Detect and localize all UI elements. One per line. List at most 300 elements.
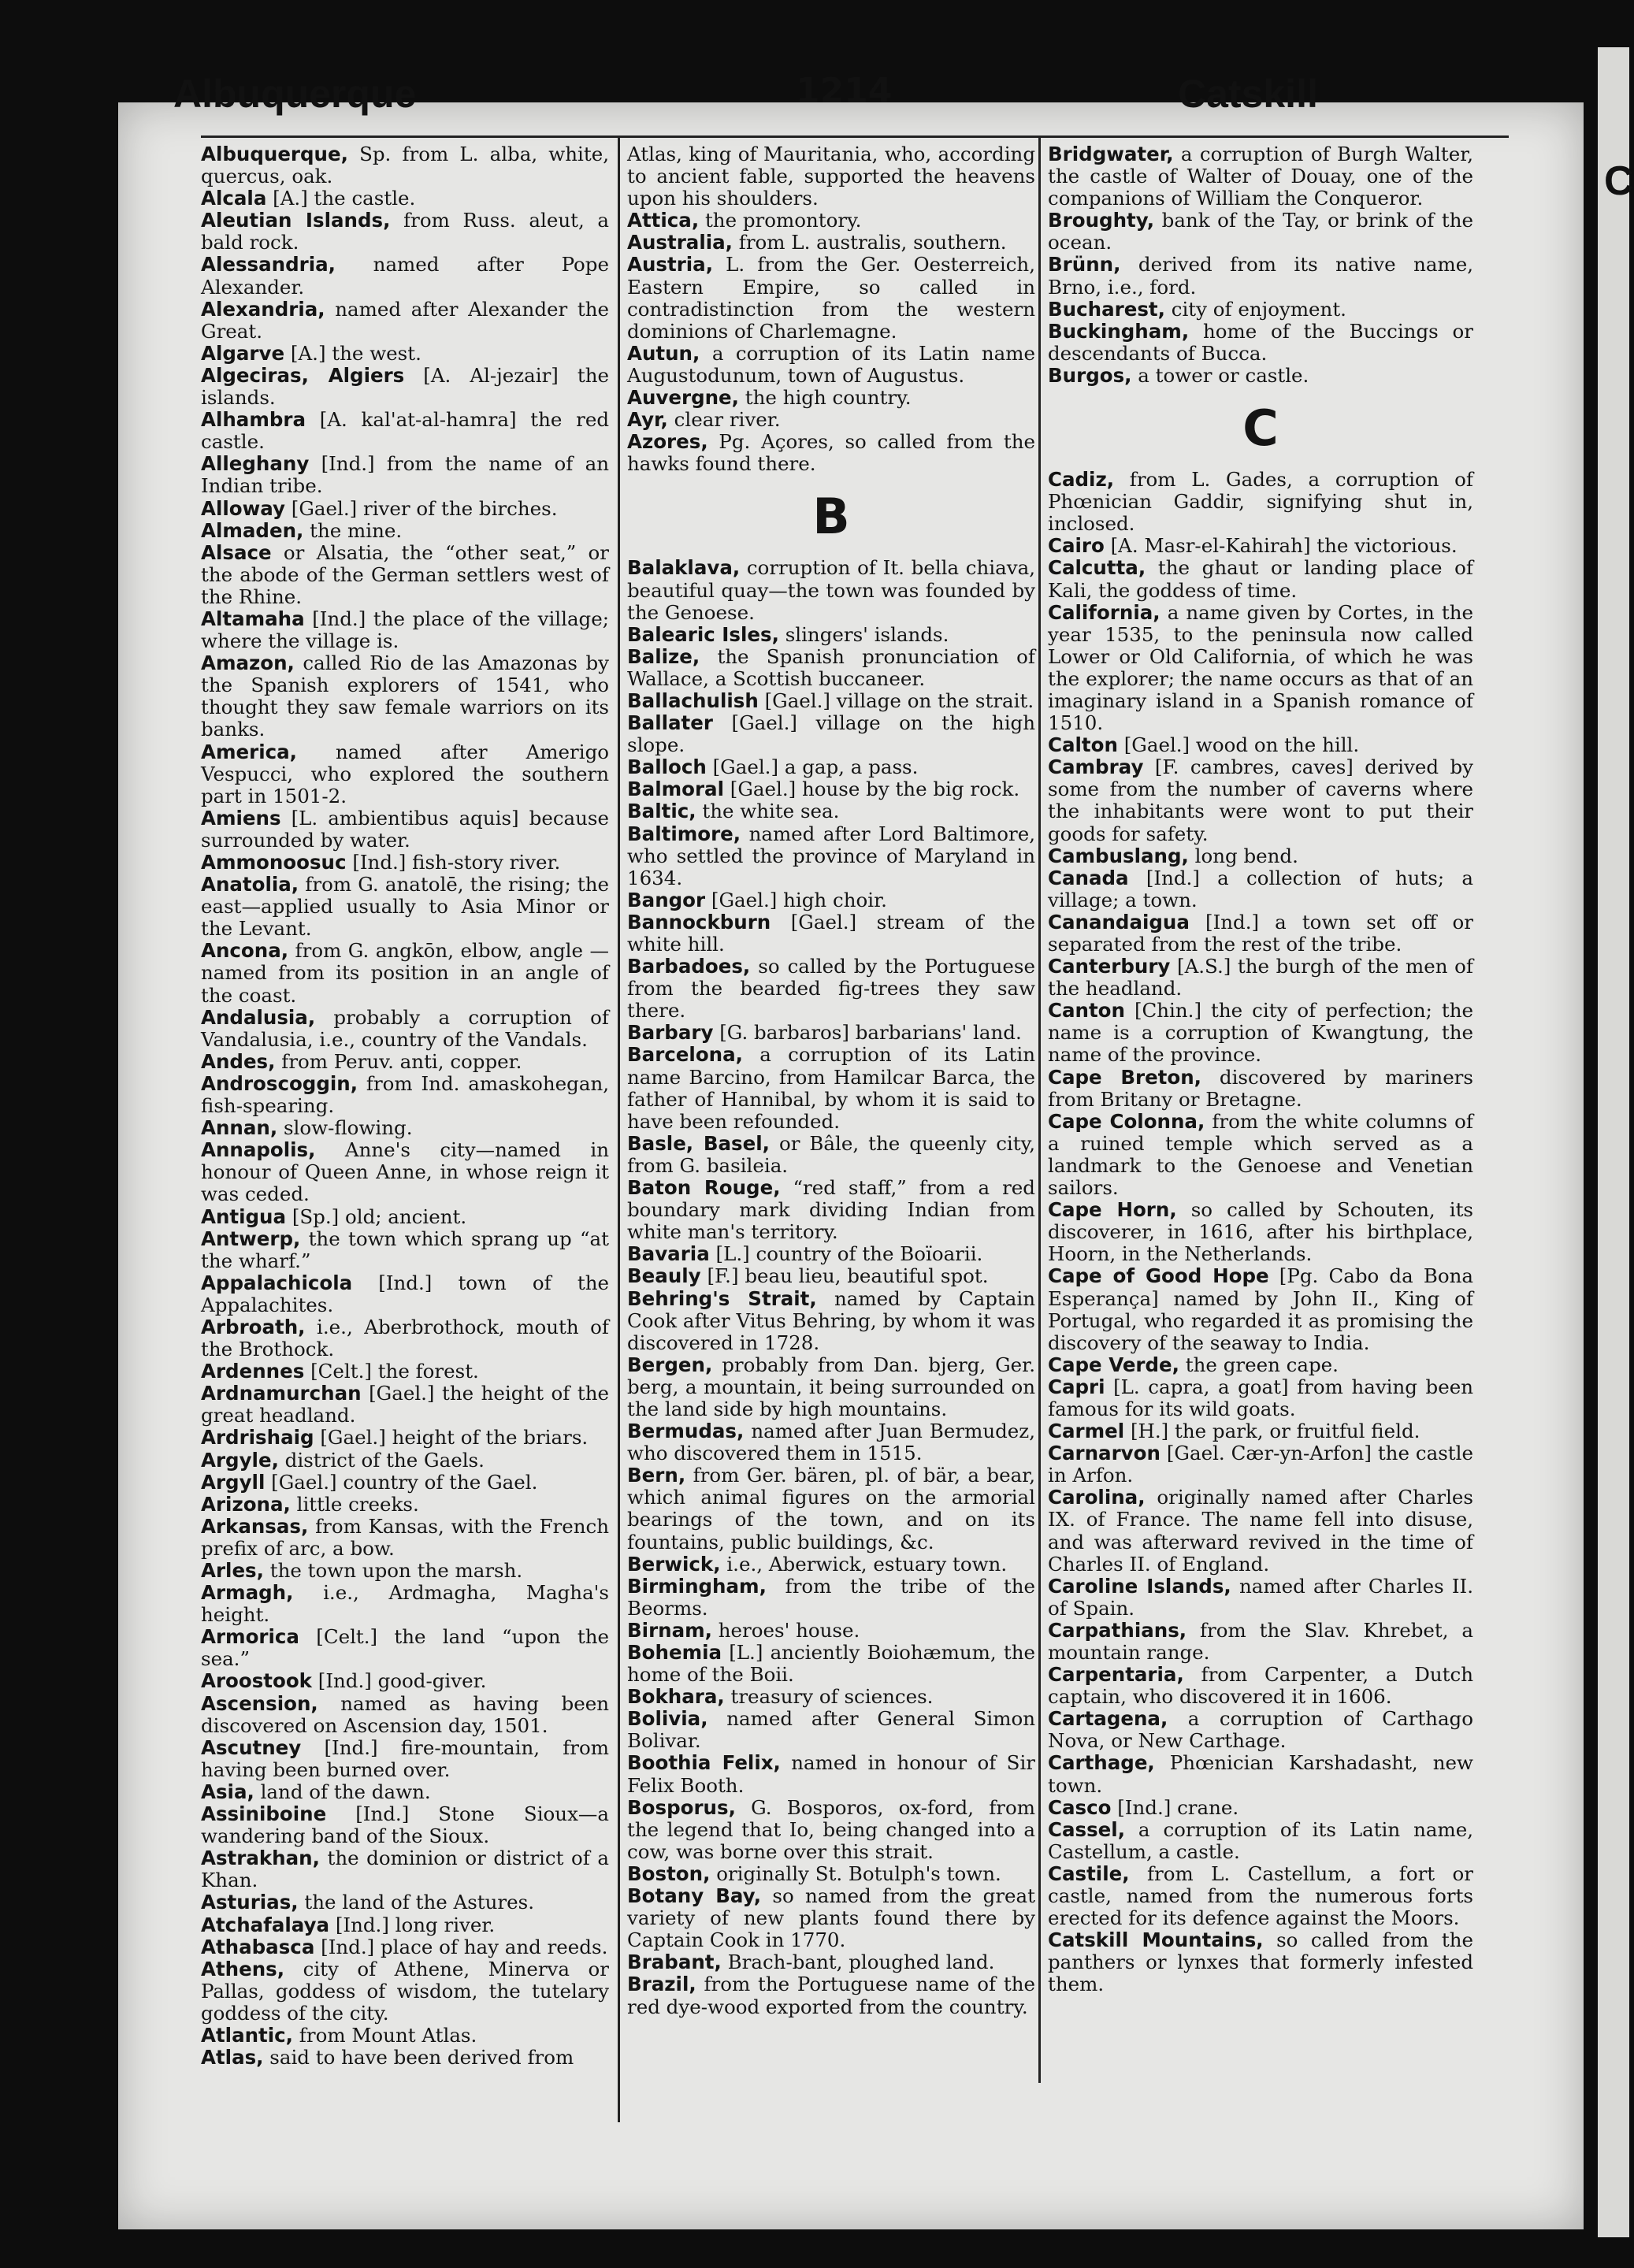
entry-definition: [Ind.] fire-mountain, from having been burned over. bbox=[201, 1735, 610, 1781]
entry-definition: [Ind.] place of hay and reeds. bbox=[321, 1935, 608, 1958]
dictionary-entry bbox=[1048, 1420, 1473, 1442]
entry-headword: Atchafalaya bbox=[201, 1913, 330, 1936]
dictionary-entry bbox=[201, 608, 609, 652]
dictionary-entry bbox=[1048, 1000, 1473, 1066]
entry-headword: Balaklava, bbox=[627, 556, 741, 580]
entry-headword: Alessandria, bbox=[201, 253, 336, 277]
entry-headword: America, bbox=[201, 740, 297, 763]
dictionary-entry bbox=[1048, 845, 1473, 867]
dictionary-entry bbox=[201, 1847, 609, 1891]
entry-headword: Carpathians, bbox=[1048, 1618, 1187, 1642]
dictionary-entry bbox=[1048, 1863, 1473, 1929]
entry-headword: Ballater bbox=[627, 711, 713, 735]
entry-headword: Ancona, bbox=[201, 939, 289, 963]
entry-headword: Bern, bbox=[627, 1464, 686, 1487]
entry-headword: Calcutta, bbox=[1048, 556, 1146, 580]
entry-headword: Calton bbox=[1048, 733, 1118, 757]
dictionary-entry bbox=[1048, 1752, 1473, 1796]
entry-definition: i.e., Aberwick, estuary town. bbox=[726, 1552, 1008, 1576]
entry-headword: Bannockburn bbox=[627, 910, 771, 934]
dictionary-entry bbox=[627, 409, 1035, 431]
entry-definition: originally named after Charles IX. of France. The name fell into disuse, and was afterward revived in the time of Charles II. of England. bbox=[1048, 1486, 1473, 1576]
entry-definition: i.e., Ardmagha, Magha's height. bbox=[201, 1581, 609, 1627]
entry-definition: [Gael.] high choir. bbox=[711, 888, 887, 911]
dictionary-entry bbox=[627, 1973, 1035, 2017]
dictionary-entry bbox=[201, 299, 609, 343]
entry-headword: Arizona, bbox=[201, 1492, 291, 1516]
entry-headword: Carmel bbox=[1048, 1420, 1125, 1443]
dictionary-entry bbox=[1048, 1111, 1473, 1199]
section-letter: C bbox=[1242, 399, 1279, 458]
entry-headword: Alcala bbox=[201, 187, 267, 210]
entry-headword: Birnam, bbox=[627, 1618, 712, 1642]
entry-headword: Algeciras, Algiers bbox=[201, 363, 405, 387]
entry-headword: Barbadoes, bbox=[627, 955, 751, 978]
entry-definition: [Gael.] the height of the great headland. bbox=[201, 1382, 609, 1427]
entry-headword: Austria, bbox=[627, 253, 714, 277]
entry-definition: Brach-bant, ploughed land. bbox=[727, 1951, 995, 1974]
dictionary-entry bbox=[1048, 1576, 1473, 1620]
entry-definition: from G. angkōn, elbow, angle —named from its position in an angle of the coast. bbox=[201, 939, 609, 1007]
dictionary-entry bbox=[201, 1958, 609, 2025]
entry-headword: Attica, bbox=[627, 209, 700, 232]
entry-definition: probably from Dan. bjerg, Ger. berg, a mountain, it being surrounded on the land side by high mountains. bbox=[627, 1353, 1035, 1420]
dictionary-entry bbox=[201, 453, 609, 497]
dictionary-entry bbox=[627, 624, 1035, 646]
dictionary-entry bbox=[201, 409, 609, 453]
entry-headword: Bergen, bbox=[627, 1353, 713, 1376]
dictionary-entry bbox=[627, 1464, 1035, 1553]
dictionary-entry bbox=[1048, 254, 1473, 298]
entry-headword: Canandaigua bbox=[1048, 910, 1190, 934]
entry-headword: Altamaha bbox=[201, 607, 305, 630]
entry-headword: Bolivia, bbox=[627, 1707, 708, 1731]
dictionary-entry bbox=[627, 431, 1035, 475]
dictionary-entry bbox=[1048, 756, 1473, 844]
entry-definition: called Rio de las Amazonas by the Spanish explorers of 1541, who thought they saw female warriors on its banks. bbox=[201, 651, 609, 741]
entry-headword: Argyll bbox=[201, 1470, 266, 1494]
entry-headword: Canada bbox=[1048, 866, 1129, 889]
entry-headword: California, bbox=[1048, 600, 1161, 624]
dictionary-entry bbox=[201, 1582, 609, 1626]
entry-definition: named after Lord Baltimore, who settled the province of Maryland in 1634. bbox=[627, 822, 1035, 889]
dictionary-entry bbox=[627, 1022, 1035, 1044]
entry-headword: Carthage, bbox=[1048, 1751, 1155, 1775]
column-divider bbox=[618, 137, 620, 2122]
dictionary-entry bbox=[1048, 734, 1473, 756]
dictionary-entry bbox=[201, 1073, 609, 1117]
entry-definition: land of the dawn. bbox=[260, 1780, 431, 1803]
entry-headword: Bavaria bbox=[627, 1242, 710, 1266]
dictionary-entry bbox=[201, 1693, 609, 1737]
entry-definition: [Pg. Cabo da Bona Esperança] named by John II., King of Portugal, who regarded it as promising the discovery of the seaway to India. bbox=[1048, 1264, 1473, 1354]
dictionary-entry bbox=[1048, 1354, 1473, 1376]
dictionary-entry bbox=[1048, 1819, 1473, 1863]
dictionary-entry bbox=[627, 210, 1035, 232]
dictionary-entry bbox=[201, 852, 609, 874]
dictionary-entry bbox=[1048, 1929, 1473, 1995]
entry-definition: [A. kal'at-al-hamra] the red castle. bbox=[201, 408, 610, 454]
entry-definition: from G. anatolē, the rising; the east—applied usually to Asia Minor or the Levant. bbox=[201, 873, 609, 941]
dictionary-entry bbox=[627, 1708, 1035, 1752]
dictionary-entry bbox=[201, 1117, 609, 1139]
dictionary-entry bbox=[201, 1228, 609, 1272]
entry-definition: [H.] the park, or fruitful field. bbox=[1130, 1420, 1420, 1443]
entry-headword: Baltimore, bbox=[627, 822, 741, 845]
dictionary-entry bbox=[1048, 557, 1473, 601]
dictionary-entry bbox=[1048, 365, 1473, 387]
dictionary-entry bbox=[1048, 1664, 1473, 1708]
entry-definition: so called by Schouten, its discoverer, in 1616, after his birthplace, Hoorn, in the Netherlands. bbox=[1048, 1198, 1473, 1266]
entry-headword: Ascutney bbox=[201, 1735, 302, 1759]
entry-headword: Barcelona, bbox=[627, 1043, 743, 1067]
entry-headword: Alleghany bbox=[201, 452, 310, 476]
entry-headword: Ardennes bbox=[201, 1360, 305, 1383]
dictionary-entry bbox=[627, 1951, 1035, 1973]
entry-definition: Sp. from L. alba, white, quercus, oak. bbox=[201, 143, 609, 188]
entry-definition: [F.] beau lieu, beautiful spot. bbox=[707, 1264, 989, 1288]
entry-headword: Annapolis, bbox=[201, 1138, 316, 1162]
entry-headword: Cambray bbox=[1048, 755, 1144, 779]
entry-definition: [Celt.] the land “upon the sea.” bbox=[201, 1625, 609, 1671]
entry-definition: from Ind. amaskohegan, fish-spearing. bbox=[201, 1071, 610, 1118]
entry-headword: Cape of Good Hope bbox=[1048, 1264, 1269, 1288]
entry-headword: Alhambra bbox=[201, 408, 306, 432]
dictionary-entry bbox=[1048, 602, 1473, 735]
dictionary-entry bbox=[201, 343, 609, 365]
entry-headword: Appalachicola bbox=[201, 1271, 353, 1294]
entry-definition: Atlas, king of Mauritania, who, according to ancient fable, supported the heavens upon his shoulders. bbox=[627, 143, 1035, 210]
entry-headword: Arbroath, bbox=[201, 1315, 306, 1338]
entry-definition: a corruption of Carthago Nova, or New Carthage. bbox=[1048, 1707, 1473, 1753]
dictionary-entry bbox=[627, 1620, 1035, 1642]
entry-definition: [A. Masr-el-Kahirah] the victorious. bbox=[1110, 534, 1458, 558]
entry-definition: named after Charles II. of Spain. bbox=[1048, 1574, 1473, 1620]
entry-definition: from Peruv. anti, copper. bbox=[281, 1049, 522, 1073]
dictionary-entry bbox=[201, 1007, 609, 1051]
entry-definition: from Mount Atlas. bbox=[299, 2023, 477, 2047]
entry-definition: the promontory. bbox=[704, 209, 862, 232]
entry-headword: Basle, Basel, bbox=[627, 1131, 770, 1155]
dictionary-entry bbox=[627, 690, 1035, 712]
entry-headword: Andalusia, bbox=[201, 1005, 316, 1029]
entry-definition: a name given by Cortes, in the year 1535, to the peninsula now called Lower or Old California, of which he was the explorer; the name occurs as that of an imaginary island in a Spanish romance of 1510. bbox=[1048, 600, 1474, 735]
entry-definition: named after General Simon Bolivar. bbox=[627, 1707, 1035, 1753]
entry-headword: Cassel, bbox=[1048, 1817, 1125, 1841]
entry-headword: Cairo bbox=[1048, 534, 1105, 558]
entry-headword: Cape Colonna, bbox=[1048, 1109, 1205, 1133]
dictionary-entry bbox=[627, 557, 1035, 623]
dictionary-entry bbox=[627, 800, 1035, 822]
entry-definition: corruption of It. bella chiava, beautiful quay—the town was founded by the Genoese. bbox=[627, 556, 1035, 624]
entry-definition: [Ind.] from the name of an Indian tribe. bbox=[201, 452, 609, 498]
dictionary-entry bbox=[201, 1670, 609, 1692]
dictionary-entry bbox=[201, 1427, 609, 1449]
dictionary-entry bbox=[201, 498, 609, 520]
dictionary-entry bbox=[627, 387, 1035, 409]
dictionary-entry bbox=[627, 756, 1035, 778]
dictionary-entry bbox=[627, 1576, 1035, 1620]
entry-headword: Algarve bbox=[201, 341, 285, 365]
entry-definition: so named from the great variety of new plants found there by Captain Cook in 1770. bbox=[627, 1884, 1035, 1952]
entry-definition: slingers' islands. bbox=[785, 622, 949, 646]
entry-definition: long bend. bbox=[1194, 844, 1298, 867]
dictionary-entry bbox=[627, 823, 1035, 889]
column-1 bbox=[201, 143, 609, 2069]
entry-definition: city of enjoyment. bbox=[1171, 297, 1346, 321]
entry-headword: Birmingham, bbox=[627, 1574, 767, 1598]
dictionary-entry bbox=[1048, 321, 1473, 365]
entry-definition: [Ind.] the place of the village; where the village is. bbox=[201, 607, 609, 653]
column-2 bbox=[627, 143, 1035, 2018]
dictionary-entry bbox=[201, 210, 609, 254]
entry-headword: Armagh, bbox=[201, 1581, 294, 1605]
dictionary-entry bbox=[627, 1797, 1035, 1863]
entry-headword: Astrakhan, bbox=[201, 1847, 320, 1870]
header-rule bbox=[201, 135, 1509, 138]
dictionary-entry bbox=[201, 1360, 609, 1383]
entry-definition: a corruption of its Latin name Augustodunum, town of Augustus. bbox=[627, 341, 1035, 387]
entry-headword: Broughty, bbox=[1048, 209, 1155, 232]
entry-headword: Asturias, bbox=[201, 1891, 299, 1914]
entry-definition: Phœnician Karshadasht, new town. bbox=[1048, 1751, 1473, 1797]
entry-definition: [Ind.] good-giver. bbox=[318, 1669, 487, 1693]
entry-definition: or Alsatia, the “other seat,” or the abode of the German settlers west of the Rhine. bbox=[201, 540, 609, 608]
entry-headword: Carnarvon bbox=[1048, 1442, 1161, 1465]
entry-headword: Capri bbox=[1048, 1375, 1105, 1398]
dictionary-entry bbox=[627, 1752, 1035, 1796]
dictionary-entry bbox=[627, 1642, 1035, 1686]
dictionary-entry bbox=[1048, 1442, 1473, 1487]
entry-definition: so called by the Portuguese from the bearded fig-trees they saw there. bbox=[627, 955, 1035, 1023]
entry-headword: Brazil, bbox=[627, 1973, 696, 1996]
entry-headword: Antigua bbox=[201, 1205, 287, 1228]
entry-headword: Balearic Isles, bbox=[627, 622, 779, 646]
entry-definition: said to have been derived from bbox=[269, 2046, 574, 2069]
dictionary-entry bbox=[627, 1133, 1035, 1177]
entry-headword: Autun, bbox=[627, 341, 700, 365]
entry-headword: Ardnamurchan bbox=[201, 1382, 362, 1405]
entry-headword: Assiniboine bbox=[201, 1802, 327, 1826]
dictionary-entry bbox=[201, 1516, 609, 1560]
entry-definition: L. from the Ger. Oesterreich, Eastern Empire, so called in contradistinction from the western dominions of Charlemagne. bbox=[627, 253, 1035, 343]
entry-definition: from the white columns of a ruined temple which served as a landmark to the Genoese and Venetian sailors. bbox=[1048, 1109, 1473, 1200]
entry-headword: Ammonoosuc bbox=[201, 851, 347, 874]
entry-headword: Baton Rouge, bbox=[627, 1176, 781, 1200]
entry-definition: [Gael.] stream of the white hill. bbox=[627, 910, 1035, 956]
entry-definition: [Gael.] wood on the hill. bbox=[1123, 733, 1360, 757]
dictionary-entry bbox=[201, 1914, 609, 1936]
dictionary-entry bbox=[201, 1316, 609, 1360]
entry-definition: named after Pope Alexander. bbox=[201, 253, 609, 299]
entry-definition: district of the Gaels. bbox=[284, 1448, 485, 1472]
entry-definition: derived from its native name, Brno, i.e., ford. bbox=[1048, 253, 1474, 299]
column-divider bbox=[1038, 137, 1041, 2083]
entry-definition: [Celt.] the forest. bbox=[310, 1360, 479, 1383]
entry-headword: Casco bbox=[1048, 1795, 1112, 1819]
entry-definition: named in honour of Sir Felix Booth. bbox=[627, 1751, 1036, 1797]
dictionary-entry bbox=[1048, 867, 1473, 911]
entry-definition: named by Captain Cook after Vitus Behring, by whom it was discovered in 1728. bbox=[627, 1286, 1035, 1354]
dictionary-entry bbox=[627, 232, 1035, 254]
entry-headword: Anatolia, bbox=[201, 873, 299, 896]
section-letter: B bbox=[812, 488, 850, 546]
entry-headword: Bridgwater, bbox=[1048, 143, 1174, 165]
entry-headword: Androscoggin, bbox=[201, 1071, 358, 1095]
entry-headword: Bucharest, bbox=[1048, 297, 1165, 321]
entry-headword: Burgos, bbox=[1048, 363, 1132, 387]
entry-headword: Balize, bbox=[627, 644, 700, 668]
entry-headword: Bangor bbox=[627, 888, 706, 911]
entry-headword: Balmoral bbox=[627, 778, 724, 801]
entry-headword: Ardrishaig bbox=[201, 1426, 314, 1450]
entry-definition: from the Portuguese name of the red dye-wood exported from the country. bbox=[627, 1973, 1035, 2018]
entry-headword: Almaden, bbox=[201, 518, 304, 542]
entry-headword: Balloch bbox=[627, 755, 707, 779]
entry-headword: Cartagena, bbox=[1048, 1707, 1168, 1731]
entry-headword: Brünn, bbox=[1048, 253, 1121, 277]
entry-headword: Australia, bbox=[627, 231, 733, 254]
dictionary-entry bbox=[627, 778, 1035, 800]
dictionary-entry bbox=[201, 1206, 609, 1228]
dictionary-entry bbox=[627, 1243, 1035, 1265]
entry-headword: Catskill Mountains, bbox=[1048, 1928, 1264, 1952]
entry-definition: a tower or castle. bbox=[1138, 363, 1309, 387]
entry-headword: Andes, bbox=[201, 1049, 276, 1073]
entry-definition: [Gael.] house by the big rock. bbox=[730, 778, 1020, 801]
entry-definition: [Ind.] town of the Appalachites. bbox=[201, 1271, 609, 1316]
entry-definition: from the tribe of the Beorms. bbox=[627, 1574, 1035, 1620]
entry-definition: discovered by mariners from Britany or Bretagne. bbox=[1048, 1065, 1473, 1111]
entry-headword: Boothia Felix, bbox=[627, 1751, 781, 1775]
entry-definition: from L. australis, southern. bbox=[738, 231, 1007, 254]
dictionary-entry bbox=[627, 911, 1035, 956]
entry-definition: the dominion or district of a Khan. bbox=[201, 1847, 609, 1892]
dictionary-entry bbox=[1048, 956, 1473, 1000]
entry-headword: Bosporus, bbox=[627, 1795, 736, 1819]
dictionary-entry bbox=[201, 652, 609, 741]
dictionary-entry bbox=[201, 1891, 609, 1914]
entry-definition: slow-flowing. bbox=[283, 1116, 413, 1140]
entry-definition: city of Athene, Minerva or Pallas, goddess of wisdom, the tutelary goddess of the city. bbox=[201, 1957, 609, 2025]
entry-headword: Alloway bbox=[201, 496, 285, 520]
dictionary-entry bbox=[627, 1265, 1035, 1287]
entry-definition: the town upon the marsh. bbox=[269, 1559, 523, 1582]
dictionary-entry bbox=[201, 1781, 609, 1803]
entry-definition: [Gael.] village on the high slope. bbox=[627, 711, 1036, 757]
entry-headword: Bokhara, bbox=[627, 1685, 725, 1709]
entry-definition: a corruption of its Latin name Barcino, from Hamilcar Barca, the father of Hannibal, by whom it is said to have been refounded. bbox=[627, 1043, 1035, 1133]
entry-headword: Athabasca bbox=[201, 1935, 315, 1958]
entry-definition: [L.] country of the Boïoarii. bbox=[715, 1242, 983, 1266]
entry-headword: Brabant, bbox=[627, 1951, 722, 1974]
entry-definition: “red staff,” from a red boundary mark dividing Indian from white man's territory. bbox=[627, 1176, 1035, 1244]
dictionary-entry bbox=[201, 807, 609, 852]
entry-definition: home of the Buccings or descendants of Bucca. bbox=[1048, 319, 1473, 365]
entry-definition: i.e., Aberbrothock, mouth of the Brothock. bbox=[201, 1315, 609, 1361]
entry-definition: from L. Gades, a corruption of Phœnician Gaddir, signifying shut in, inclosed. bbox=[1048, 468, 1473, 536]
dictionary-entry bbox=[627, 1044, 1035, 1132]
dictionary-entry bbox=[201, 1737, 609, 1781]
entry-headword: Ascension, bbox=[201, 1691, 318, 1715]
dictionary-entry bbox=[201, 741, 609, 807]
entry-definition: [Ind.] long river. bbox=[335, 1913, 496, 1936]
entry-definition: clear river. bbox=[674, 408, 781, 432]
entry-headword: Caroline Islands, bbox=[1048, 1574, 1231, 1598]
entry-headword: Cape Breton, bbox=[1048, 1065, 1201, 1089]
entry-definition: so called from the panthers or lynxes that formerly infested them. bbox=[1048, 1928, 1473, 1996]
entry-definition: little creeks. bbox=[296, 1492, 419, 1516]
entry-headword: Cadiz, bbox=[1048, 468, 1115, 492]
entry-definition: [Gael.] height of the briars. bbox=[320, 1426, 589, 1450]
dictionary-entry bbox=[1048, 469, 1473, 535]
entry-definition: from the Slav. Khrebet, a mountain range. bbox=[1048, 1618, 1473, 1664]
entry-headword: Behring's Strait, bbox=[627, 1286, 817, 1310]
dictionary-entry bbox=[1048, 1708, 1473, 1752]
entry-definition: [L.] anciently Boiohæmum, the home of the Boii. bbox=[627, 1641, 1035, 1687]
entry-headword: Azores, bbox=[627, 430, 708, 454]
entry-headword: Carpentaria, bbox=[1048, 1663, 1184, 1687]
dictionary-entry bbox=[1048, 1620, 1473, 1664]
entry-headword: Berwick, bbox=[627, 1552, 721, 1576]
entry-definition: the green cape. bbox=[1185, 1353, 1339, 1376]
entry-definition: [Gael. Cær-yn-Arfon] the castle in Arfon. bbox=[1048, 1442, 1473, 1487]
entry-definition: [A.] the west. bbox=[290, 341, 421, 365]
entry-headword: Botany Bay, bbox=[627, 1884, 762, 1908]
entry-headword: Armorica bbox=[201, 1625, 299, 1649]
adjacent-page-fragment: C bbox=[1604, 158, 1634, 204]
dictionary-entry bbox=[201, 1383, 609, 1427]
dictionary-entry bbox=[201, 1560, 609, 1582]
entry-headword: Cape Verde, bbox=[1048, 1353, 1179, 1376]
entry-definition: named after Alexander the Great. bbox=[201, 297, 609, 343]
entry-headword: Barbary bbox=[627, 1021, 714, 1045]
entry-headword: Arkansas, bbox=[201, 1514, 309, 1538]
dictionary-entry bbox=[627, 1420, 1035, 1464]
dictionary-entry bbox=[201, 542, 609, 608]
dictionary-entry bbox=[201, 187, 609, 210]
entry-definition: [Gael.] river of the birches. bbox=[291, 496, 558, 520]
entry-definition: Pg. Açores, so called from the hawks found there. bbox=[627, 430, 1035, 476]
entry-definition: the white sea. bbox=[702, 800, 840, 823]
entry-definition: a corruption of Burgh Walter, the castle of Walter of Douay, one of the companions of William the Conqueror. bbox=[1048, 143, 1474, 210]
entry-definition: from Ger. bären, pl. of bär, a bear, which animal figures on the armorial bearings of the town, and on its fountains, public buildings, &c. bbox=[627, 1464, 1035, 1553]
dictionary-entry bbox=[627, 1863, 1035, 1885]
entry-definition: named after Juan Bermudez, who discovered them in 1515. bbox=[627, 1420, 1035, 1465]
dictionary-entry bbox=[201, 1272, 609, 1316]
dictionary-entry bbox=[1048, 1487, 1473, 1575]
entry-definition: [A.] the castle. bbox=[273, 187, 416, 210]
entry-headword: Aroostook bbox=[201, 1669, 312, 1693]
entry-headword: Annan, bbox=[201, 1116, 278, 1140]
dictionary-entry bbox=[201, 1472, 609, 1494]
dictionary-entry bbox=[627, 1686, 1035, 1708]
entry-headword: Castile, bbox=[1048, 1862, 1130, 1885]
entry-headword: Beauly bbox=[627, 1264, 701, 1288]
entry-headword: Cape Horn, bbox=[1048, 1198, 1177, 1222]
entry-definition: [Gael.] village on the strait. bbox=[764, 689, 1034, 712]
entry-headword: Canton bbox=[1048, 999, 1125, 1023]
entry-definition: [A. Al-jezair] the islands. bbox=[201, 363, 610, 410]
entry-headword: Auvergne, bbox=[627, 386, 739, 410]
entry-headword: Argyle, bbox=[201, 1448, 279, 1472]
dictionary-entry bbox=[1048, 911, 1473, 956]
entry-definition: the ghaut or landing place of Kali, the goddess of time. bbox=[1048, 556, 1473, 602]
dictionary-entry bbox=[1048, 1265, 1473, 1353]
entry-definition: [G. barbaros] barbarians' land. bbox=[719, 1021, 1022, 1045]
dictionary-entry bbox=[1048, 210, 1473, 254]
running-head-right: Catskill bbox=[1178, 72, 1318, 116]
